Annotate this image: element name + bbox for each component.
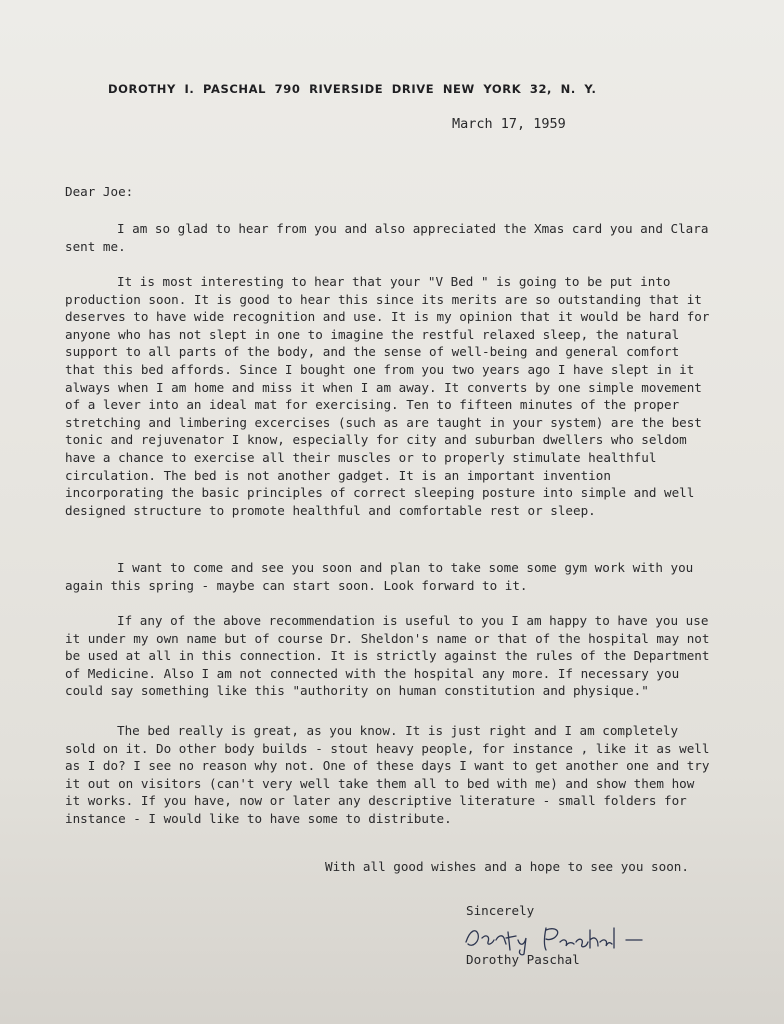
paragraph-2: It is most interesting to hear that your "V Bed " is going to be put into production soon. It is good to hear this since its merits are so outstanding that it deserves to have wide recognition and use. It is my opinion that it would be hard for anyone who has not slept in one to imagine the restful relaxed sleep, the natural support to all parts of the body, and the sense of well-being and general comfort that this bed affords. Since I bought one from you two years ago I have slept in it always when I am home and miss it when I am away. It converts by one simple movement of a lever into an ideal mat for exercising. Ten to fifteen minutes of the proper stretching and limbering excercises (such as are taught in your system) are the best tonic and rejuvenator I know, especially for city and suburban dwellers who seldom have a chance to exercise all their muscles or to properly stimulate healthful circulation. The bed is not another gadget. It is an important invention incorporating the basic principles of correct sleeping posture into simple and well designed structure to promote healthful and comfortable rest or sleep. [65, 274, 710, 518]
signer-name: Dorothy Paschal [466, 952, 580, 967]
paragraph-5: The bed really is great, as you know. It is just right and I am completely sold on it. Do other body builds - stout heavy people, for instance , like it as well as I do? I see no reason why not. One of these days I want to get another one and try it out on visitors (can't very well take them all to bed with me) and show them how it works. If you have, now or later any descriptive literature - small folders for instance - I would like to have some to distribute. [65, 723, 710, 826]
salutation: Dear Joe: [65, 184, 134, 199]
handwritten-signature [460, 920, 650, 956]
letterhead: DOROTHY I. PASCHAL 790 RIVERSIDE DRIVE NEW YORK 32, N. Y. [108, 82, 597, 96]
paragraph-1: I am so glad to hear from you and also appreciated the Xmas card you and Clara sent me. [65, 221, 709, 254]
closing-line: With all good wishes and a hope to see you soon. [325, 859, 689, 874]
signoff: Sincerely [466, 903, 535, 918]
letter-date: March 17, 1959 [452, 116, 566, 132]
paragraph-4: If any of the above recommendation is useful to you I am happy to have you use it under my own name but of course Dr. Sheldon's name or that of the hospital may not be used at all in this connection. It is strictly against the rules of the Department of Medicine. Also I am not connected with the hospital any more. If necessary you could say something like this "authority on human constitution and physique." [65, 613, 710, 699]
paragraph-3: I want to come and see you soon and plan to take some some gym work with you again this spring - maybe can start soon. Look forward to it. [65, 560, 694, 593]
